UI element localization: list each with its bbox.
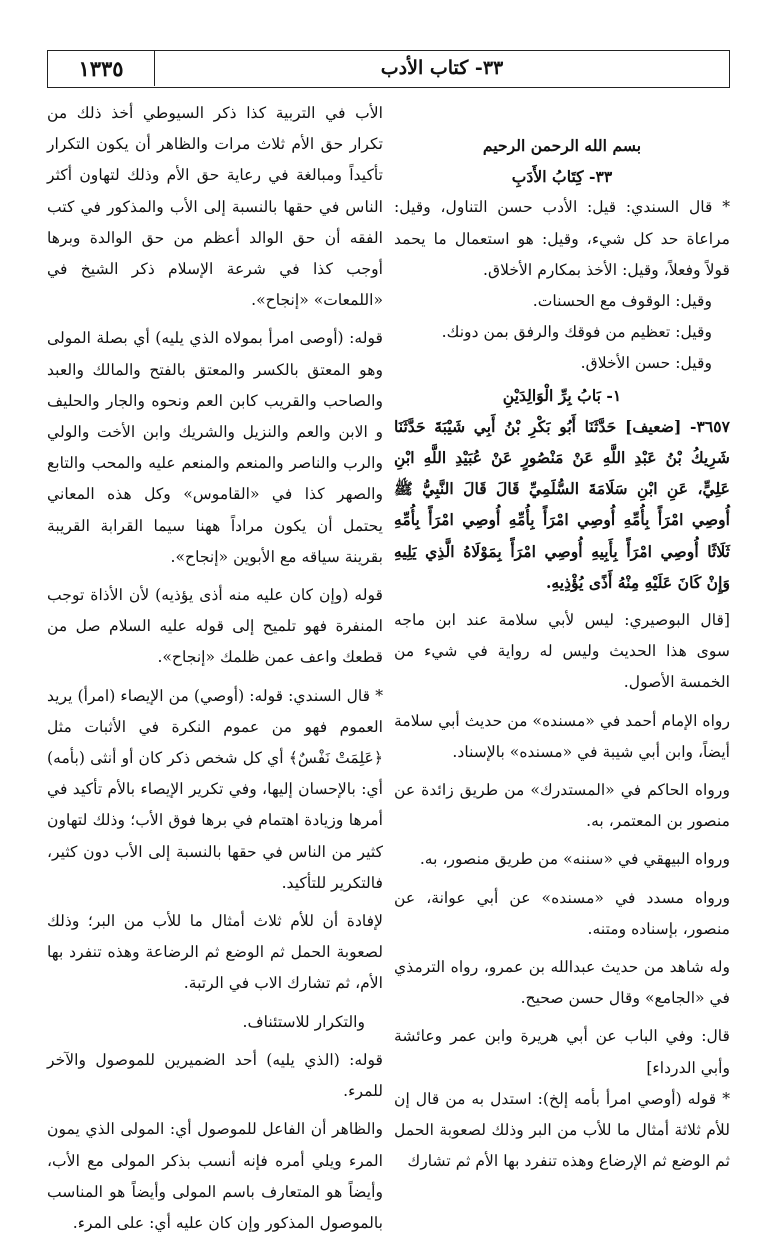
paragraph: قوله: (أوصى امرأ بمولاه الذي يليه) أي بصلة المولى وهو المعتق بالكسر والمعتق بالفتح والمالك والعبد والصاحب والقريب كابن العم ونحوه والجار والحليف و الابن والعم والنزيل والشريك وابن الأخت والولي والرب والناصر والمنعم والمنعم عليه والمحب والتابع والصهر كذا في «القاموس» وكل هذه المعاني يحتمل أن يكون مراداً ههنا سيما القرابة القريبة بقرينة سياقه مع الأبوين «إنجاح». <box>47 329 383 566</box>
paragraph: ١- بَابُ بِرِّ الْوَالِدَيْنِ <box>502 385 622 405</box>
left-column <box>47 98 383 1232</box>
paragraph: ورواه الحاكم في «المستدرك» من طريق زائدة عن منصور بن المعتمر، به. <box>394 781 730 831</box>
paragraph: رواه الإمام أحمد في «مسنده» من حديث أبي سلامة أيضاً، وابن أبي شيبة في «مسنده» بالإسناد. <box>394 711 730 761</box>
paragraph: قوله (وإن كان عليه منه أذى يؤذيه) لأن الأذاة توجب المنفرة فهو تلميح إلى قوله عليه السلام صل من قطعك واعف عمن ظلمك «إنجاح». <box>47 586 383 667</box>
paragraph: ٣٦٥٧- [ضعيف] حَدَّثَنَا أَبُو بَكْرِ بْنُ أَبِي شَيْبَةَ حَدَّثَنَا شَرِيكُ بْنُ عَبْدِ اللَّهِ عَنْ مَنْصُورٍ عَنْ عُبَيْدِ اللَّهِ ابْنِ عَلِيٍّ، عَنِ ابْنِ سَلَامَةَ السُّلَمِيِّ قَالَ قَالَ النَّبِيُّ ﷺ أُوصِي امْرَأً بِأُمِّهِ أُوصِي امْرَأً بِأُمِّهِ أُوصِي امْرَأً بِأُمِّهِ ثَلَاثًا أُوصِي امْرَأً بِأَبِيهِ أُوصِي امْرَأً بِمَوْلَاهُ الَّذِي يَلِيهِ وَإِنْ كَانَ عَلَيْهِ مِنْهُ أَذًى يُؤْذِيهِ. <box>394 416 730 592</box>
paragraph: بسم الله الرحمن الرحيم <box>482 136 642 155</box>
paragraph: والتكرار للاستئناف. <box>242 1012 365 1031</box>
paragraph: لإفادة أن للأم ثلاث أمثال ما للأب من البر؛ وذلك لصعوبة الحمل ثم الوضع ثم الرضاعة وهذه تنفرد بها الأم، ثم تشارك الاب في الرتبة. <box>47 912 383 993</box>
right-column <box>394 130 730 1171</box>
paragraph: * قوله (أوصي امرأ بأمه إلخ): استدل به من قال إن للأم ثلاثة أمثال ما للأب من البر وذلك لصعوبة الحمل ثم الوضع ثم الإرضاع وهذه تنفرد بها الأم ثم تشارك <box>394 1089 730 1171</box>
paragraph: قال: وفي الباب عن أبي هريرة وابن عمر وعائشة وأبي الدرداء] <box>394 1027 730 1077</box>
paragraph: وقيل: حسن الأخلاق. <box>580 354 712 373</box>
page-header <box>47 50 730 88</box>
paragraph: ٣٣- كِتَابُ الأَدَبِ <box>511 167 613 187</box>
paragraph: وقيل: تعظيم من فوقك والرفق بمن دونك. <box>441 323 712 342</box>
page-number: ١٣٣٥ <box>48 51 155 86</box>
paragraph: * قال السندي: قيل: الأدب حسن التناول، وقيل: مراعاة حد كل شيء، وقيل: هو استعمال ما يحمد قولاً وفعلاً، وقيل: الأخذ بمكارم الأخلاق. <box>394 198 730 279</box>
paragraph: وله شاهد من حديث عبدالله بن عمرو، رواه الترمذي في «الجامع» وقال حسن صحيح. <box>394 958 730 1008</box>
paragraph: ورواه البيهقي في «سننه» من طريق منصور، به. <box>419 850 730 869</box>
paragraph: الأب في التربية كذا ذكر السيوطي أخذ ذلك من تكرار حق الأم ثلاث مرات والظاهر أن يكون التكرار تأكيداً ومبالغة في رعاية حق الأم وذلك لتهاون أكثر الناس في حقها بالنسبة إلى الأب والمذكور في كتب الفقه أن حق الوالد أعظم من حق الوالدة وبرها أوجب كذا في شرعة الإسلام ذكر الشيخ في «اللمعات» «إنجاح». <box>47 104 383 310</box>
chapter-title: ٣٣- كتاب الأدب <box>380 57 504 79</box>
paragraph: [قال البوصيري: ليس لأبي سلامة عند ابن ماجه سوى هذا الحديث وليس له رواية في شيء من الخمسة الأصول. <box>394 611 730 692</box>
paragraph: * قال السندي: قوله: (أوصي) من الإيصاء (امرأ) يريد العموم فهو من عموم النكرة في الأثبات مثل ﴿عَلِمَتْ نَفْسٌ﴾ أي كل شخص ذكر كان أو أنثى (بأمه) أي: بالإحسان إليها، وفي تكرير الإيصاء بالأم تأكيد في أمرها وزيادة اهتمام في برها فوق الأب؛ وذلك لتهاون كثير من الناس في حقها بالنسبة إلى الأب دون كثير، فالتكرير للتأكيد. <box>47 686 383 892</box>
paragraph: قوله: (الذي يليه) أحد الضميرين للموصول والآخر للمرء. <box>47 1050 383 1101</box>
paragraph: والظاهر أن الفاعل للموصول أي: المولى الذي يمون المرء ويلي أمره فإنه أنسب بذكر المولى مع الأب، وأيضاً هو المتعارف باسم المولى وأيضاً هو المناسب بالموصول المذكور وإن كان عليه أي: على المرء. <box>47 1120 383 1232</box>
paragraph: ورواه مسدد في «مسنده» عن أبي عوانة، عن منصور، بإسناده ومتنه. <box>394 888 730 938</box>
paragraph: وقيل: الوقوف مع الحسنات. <box>532 292 712 311</box>
